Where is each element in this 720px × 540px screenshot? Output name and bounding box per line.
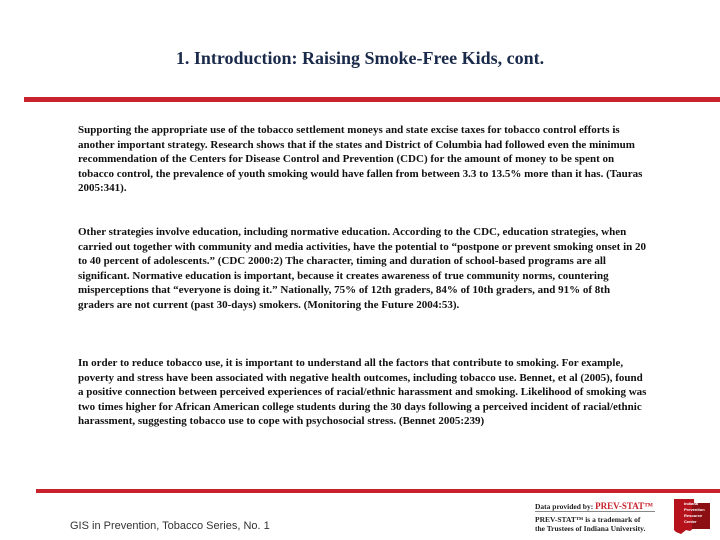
paragraph-education: Other strategies involve education, including normative education. According to the CDC, education strategies, when carried out together with community and media activities, have the potential to “postpone or prevent smoking onset in 20 to 40 percent of adolescents.” (CDC 2000:2) The character, timing and duration of school-based programs are all significant. Normative education is important, because it creates awareness of true community norms, countering misperceptions that “everyone is doing it.” Nationally, 75% of 12th graders, 84% of 10th graders, and 91% of 8th graders are not current (past 30-days) smokers. (Monitoring the Future 2004:53). xyxy=(78,226,647,311)
data-credit xyxy=(535,501,653,511)
top-divider xyxy=(24,97,720,102)
prev-stat-brand: PREV-STAT™ xyxy=(595,501,654,511)
paragraph-funding: Supporting the appropriate use of the tobacco settlement moneys and state excise taxes for tobacco control efforts is another important strategy. Research shows that if the states and District of Columbia had followed even the minimum recommendation of the Centers for Disease Control and Prevention (CDC) for the amount of money to be spent on tobacco control, the prevalence of youth smoking would have fallen from between 3.3 to 13.5% more than it has. (Tauras 2005:341). xyxy=(78,124,643,195)
credit-prefix: Data provided by: xyxy=(535,502,594,511)
trademark-line-2: the Trustees of Indiana University. xyxy=(535,524,646,533)
bottom-divider xyxy=(36,489,720,493)
trademark-line-1: PREV-STAT™ is a trademark of xyxy=(535,515,641,524)
logo-line-3: Resource xyxy=(684,513,703,518)
logo-line-1: Indiana xyxy=(684,501,699,506)
logo-line-4: Center xyxy=(684,519,697,524)
series-label: GIS in Prevention, Tobacco Series, No. 1 xyxy=(70,520,270,532)
logo-line-2: Prevention xyxy=(684,507,705,512)
slide-title: 1. Introduction: Raising Smoke-Free Kids, cont. xyxy=(175,48,545,68)
credit-divider xyxy=(535,511,655,512)
paragraph-factors: In order to reduce tobacco use, it is important to understand all the factors that contribute to smoking. For example, poverty and stress have been associated with negative health outcomes, including tobacco use. Bennet, et al (2005), found a positive connection between perceived experiences of racial/ethnic harassment and smoking. Likelihood of smoking was two times higher for African American college students during the 30 days following a perceived incident of racial/ethnic harassment, suggesting tobacco use to cope with psychosocial stress. (Bennet 2005:239) xyxy=(78,357,647,428)
